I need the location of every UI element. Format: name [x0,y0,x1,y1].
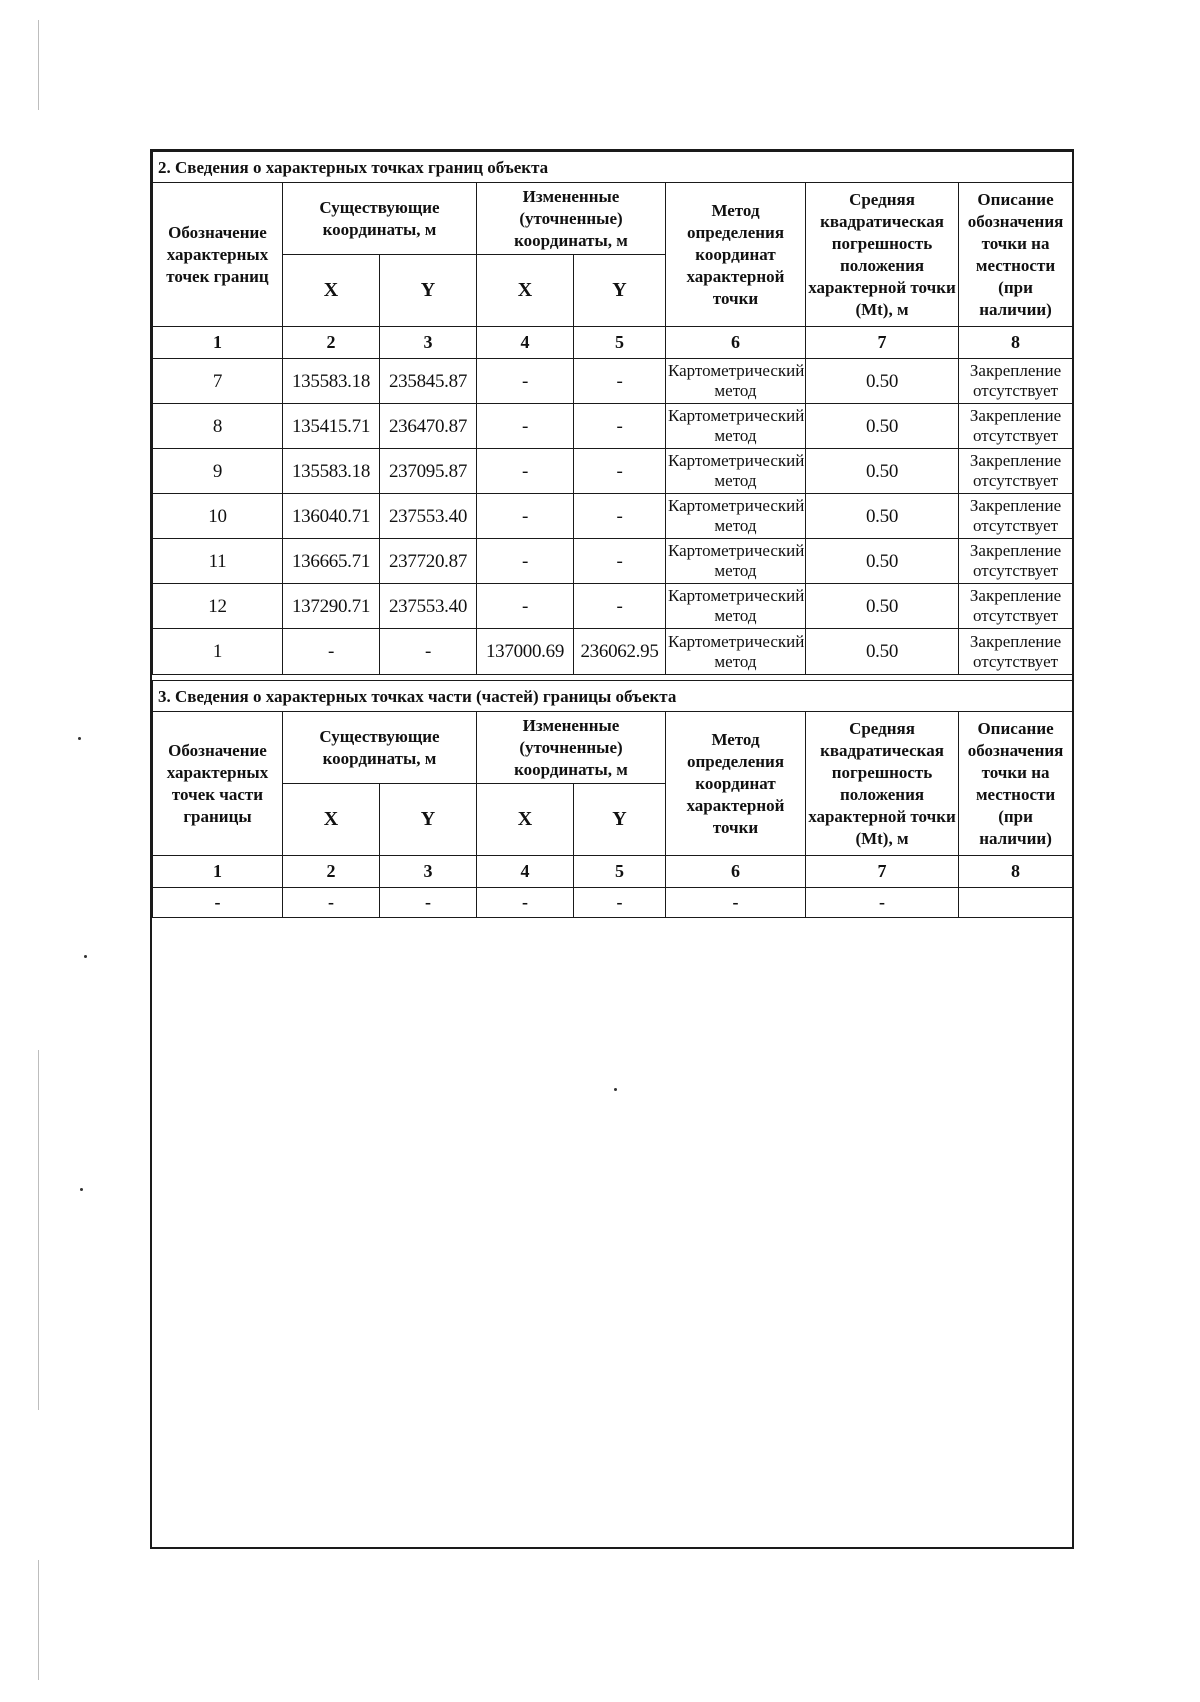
empty-value: - [283,888,380,918]
empty-value: - [574,888,666,918]
existing-y: 237095.87 [380,449,477,494]
point-id: 8 [153,404,283,449]
method: Картометрический метод [666,494,806,539]
changed-y: - [574,359,666,404]
changed-y: - [574,584,666,629]
table-row [153,584,1073,629]
document-frame [150,149,1074,1549]
method: Картометрический метод [666,584,806,629]
header-existing-y: Y [380,784,477,856]
existing-y: 235845.87 [380,359,477,404]
table-row [153,888,1073,918]
mean-error: 0.50 [806,494,959,539]
column-number: 7 [806,327,959,359]
empty-value: - [477,888,574,918]
method: Картометрический метод [666,449,806,494]
header-existing-y: Y [380,255,477,327]
header-existing-coordinates: Существующие координаты, м [283,183,477,255]
point-id: 1 [153,629,283,675]
existing-y: 237553.40 [380,584,477,629]
existing-x: - [283,629,380,675]
column-number: 6 [666,327,806,359]
point-id: 10 [153,494,283,539]
changed-x: - [477,584,574,629]
column-number: 6 [666,856,806,888]
existing-x: 136040.71 [283,494,380,539]
column-number: 2 [283,327,380,359]
point-id: 12 [153,584,283,629]
method: Картометрический метод [666,404,806,449]
column-number: 5 [574,327,666,359]
table-row [153,404,1073,449]
column-number: 7 [806,856,959,888]
empty-value: - [153,888,283,918]
point-id: 11 [153,539,283,584]
existing-x: 135583.18 [283,359,380,404]
changed-x: - [477,404,574,449]
existing-y: - [380,629,477,675]
column-number: 3 [380,327,477,359]
point-id: 7 [153,359,283,404]
scan-edge-mark [38,1560,39,1680]
mean-error: 0.50 [806,359,959,404]
column-number: 5 [574,856,666,888]
column-number: 4 [477,856,574,888]
changed-y: - [574,539,666,584]
empty-value: - [380,888,477,918]
header-existing-x: X [283,255,380,327]
description: Закрепление отсутствует [959,629,1073,675]
changed-x: 137000.69 [477,629,574,675]
header-description: Описание обозначения точки на местности (при наличии) [959,712,1073,856]
part-boundary-points-table [152,680,1073,918]
header-changed-x: X [477,784,574,856]
existing-x: 135583.18 [283,449,380,494]
description: Закрепление отсутствует [959,449,1073,494]
empty-value [959,888,1073,918]
header-changed-y: Y [574,784,666,856]
mean-error: 0.50 [806,584,959,629]
header-method: Метод определения координат характерной точки [666,712,806,856]
section-3-title: 3. Сведения о характерных точках части (частей) границы объекта [153,681,1073,712]
method: Картометрический метод [666,359,806,404]
header-designation: Обозначение характерных точек границ [153,183,283,327]
point-id: 9 [153,449,283,494]
column-number-row [153,856,1073,888]
header-mean-error: Средняя квадратическая погрешность положения характерной точки (Mt), м [806,183,959,327]
boundary-points-table [152,151,1073,675]
scan-speck [80,1188,83,1191]
description: Закрепление отсутствует [959,359,1073,404]
column-number-row [153,327,1073,359]
mean-error: 0.50 [806,449,959,494]
empty-value: - [666,888,806,918]
header-changed-coordinates: Измененные (уточненные) координаты, м [477,183,666,255]
scan-speck [84,955,87,958]
changed-y: - [574,494,666,539]
changed-x: - [477,359,574,404]
scan-speck [78,737,81,740]
table-row [153,359,1073,404]
description: Закрепление отсутствует [959,494,1073,539]
mean-error: 0.50 [806,404,959,449]
existing-x: 136665.71 [283,539,380,584]
column-number: 8 [959,856,1073,888]
header-mean-error: Средняя квадратическая погрешность положения характерной точки (Mt), м [806,712,959,856]
changed-y: - [574,404,666,449]
header-description: Описание обозначения точки на местности (при наличии) [959,183,1073,327]
method: Картометрический метод [666,629,806,675]
scan-edge-mark [38,1050,39,1410]
method: Картометрический метод [666,539,806,584]
changed-x: - [477,494,574,539]
changed-y: 236062.95 [574,629,666,675]
description: Закрепление отсутствует [959,539,1073,584]
existing-y: 237553.40 [380,494,477,539]
existing-x: 137290.71 [283,584,380,629]
existing-y: 236470.87 [380,404,477,449]
column-number: 4 [477,327,574,359]
header-changed-x: X [477,255,574,327]
column-number: 1 [153,327,283,359]
table-row [153,539,1073,584]
empty-value: - [806,888,959,918]
header-designation: Обозначение характерных точек части границы [153,712,283,856]
column-number: 3 [380,856,477,888]
description: Закрепление отсутствует [959,584,1073,629]
section-2-title: 2. Сведения о характерных точках границ объекта [153,152,1073,183]
mean-error: 0.50 [806,539,959,584]
scan-edge-mark [38,20,39,110]
description: Закрепление отсутствует [959,404,1073,449]
existing-y: 237720.87 [380,539,477,584]
header-existing-x: X [283,784,380,856]
mean-error: 0.50 [806,629,959,675]
changed-y: - [574,449,666,494]
changed-x: - [477,449,574,494]
existing-x: 135415.71 [283,404,380,449]
header-existing-coordinates: Существующие координаты, м [283,712,477,784]
column-number: 8 [959,327,1073,359]
table-row [153,629,1073,675]
header-changed-y: Y [574,255,666,327]
header-changed-coordinates: Измененные (уточненные) координаты, м [477,712,666,784]
header-method: Метод определения координат характерной точки [666,183,806,327]
column-number: 2 [283,856,380,888]
changed-x: - [477,539,574,584]
table-row [153,494,1073,539]
table-row [153,449,1073,494]
column-number: 1 [153,856,283,888]
